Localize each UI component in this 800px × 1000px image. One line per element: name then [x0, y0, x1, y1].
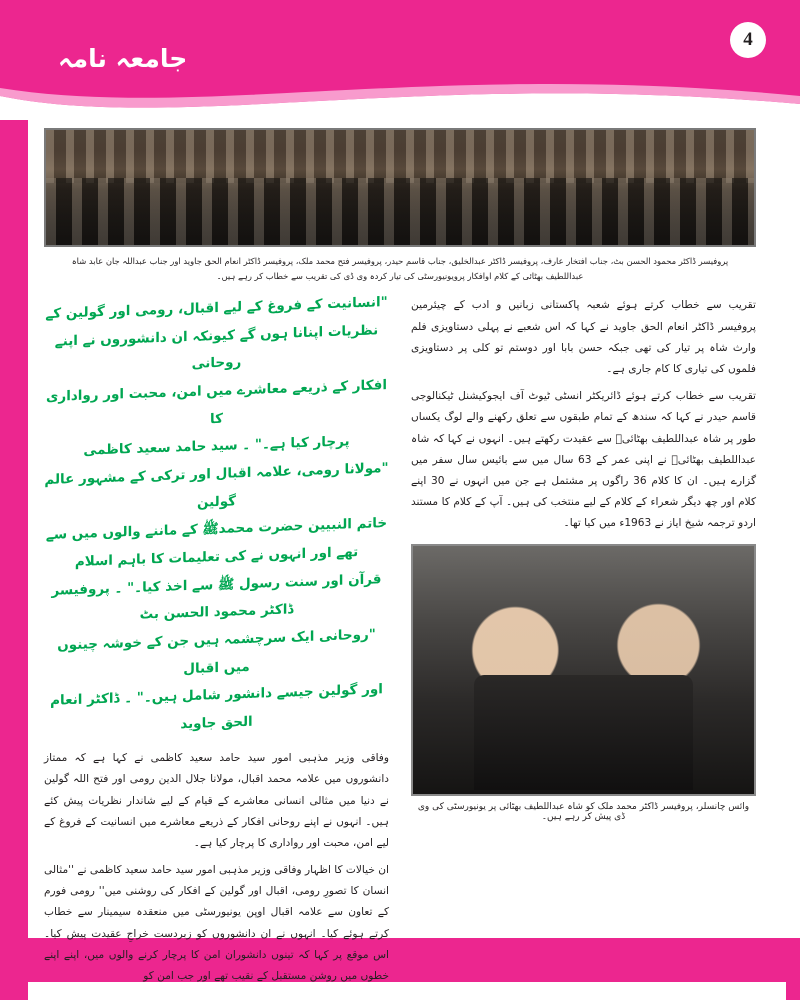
left-column-text — [44, 748, 389, 987]
quote-line: نظریات اپنانا ہوں گے کیونکہ ان دانشوروں نے اپنے روحانی — [54, 322, 379, 373]
quote-line: افکار کے ذریعے معاشرے میں امن، محبت اور رواداری کا — [46, 377, 387, 428]
left-paragraph-1: وفاقی وزیر مذہبی امور سید حامد سعید کاظمی نے کہا ہے کہ ممتاز دانشوروں میں علامہ محمد اقبال، مولانا جلال الدین رومی اور فتح اللہ گولین نے دنیا میں مثالی انسانی معاشرے کے قیام کے لیے شاندار نظریات پیش کئے ہیں۔ انہوں نے اپنے روحانی افکار کے ذریعے معاشرے میں انسانیت کے فروغ کے لیے امن، محبت اور رواداری کا پرچار کیا ہے۔ — [44, 752, 389, 849]
handshake-photo — [411, 544, 756, 796]
pull-quote-block — [44, 289, 389, 744]
handshake-photo-caption: وائس چانسلر، پروفیسر ڈاکٹر محمد ملک کو شاہ عبداللطیف بھٹائی پر یونیورسٹی کی وی ڈی پیش کر رہے ہیں۔ — [417, 802, 750, 823]
right-column-text — [411, 295, 756, 534]
quote-line: "مولانا رومی، علامہ اقبال اور ترکی کے مشہور عالم گولین — [44, 460, 389, 511]
quote-line: قرآن اور سنت رسول ﷺ سے اخذ کیا۔" ۔ پروفیسر ڈاکٹر محمود الحسن بٹ — [51, 571, 382, 624]
page-content — [44, 128, 756, 983]
right-paragraph-1: تقریب سے خطاب کرتے ہوئے شعبہ پاکستانی زبانیں و ادب کے چیئرمین پروفیسر ڈاکٹر انعام الحق جاوید نے کہا کہ اس شعبے نے پہلی دستاویزی فلم وارث شاہ پر تیار کی تھی جبکہ حسن بابا اور دوستم تو کلی پر دستاویزی فلموں کی تیاری کا کام جاری ہے۔ — [411, 299, 756, 375]
right-column — [411, 295, 756, 993]
two-column-layout — [44, 295, 756, 993]
right-paragraph-2: تقریب سے خطاب کرتے ہوئے ڈائریکٹر انسٹی ٹیوٹ آف ایجوکیشنل ٹیکنالوجی قاسم حیدر نے کہا کہ سندھ کے تمام طبقوں سے تعلق رکھنے والے لوگ یکساں طور پر شاہ عبداللطیف بھٹائیؒ سے عقیدت رکھتے ہیں۔ انہوں نے کہا کہ شاہ عبداللطیف بھٹائیؒ نے اپنی عمر کے 63 سال میں سے بائیس سال سفر میں گزارے ہیں۔ ان کا کلام 36 راگوں پر مشتمل ہے جن میں انہوں نے 30 اپنے کلام اور چھ دیگر شعراء کے کلام کے لیے منتخب کی ہیں۔ آپ کے کلام کا مستند اردو ترجمہ شیخ ایاز نے 1963ء میں کیا تھا۔ — [411, 390, 756, 530]
group-seminar-photo — [44, 128, 756, 247]
quote-line: خاتم النبیین حضرت محمدﷺ کے ماننے والوں میں سے تھے اور انہوں نے کی تعلیمات کا باہم اسلام — [45, 515, 388, 571]
masthead-title: جامعہ نامہ — [58, 44, 188, 73]
quote-line: اور گولین جیسے دانشور شامل ہیں۔" ۔ ڈاکٹر انعام الحق جاوید — [50, 682, 383, 733]
group-photo-caption: پروفیسر ڈاکٹر محمود الحسن بٹ، جناب افتخار عارف، پروفیسر ڈاکٹر عبدالخلیق، جناب قاسم حیدر، پروفیسر فتح محمد ملک، پروفیسر ڈاکٹر انعام الحق جاوید اور جناب عبداللہ جان عابد شاہ عبداللطیف بھٹائی کے کلام اوافکار پرویونیورسٹی کی تیار کردہ وی ڈی کی تقریب سے خطاب کر رہے ہیں۔ — [71, 256, 729, 281]
quote-line: "روحانی ایک سرچشمہ ہیں جن کے خوشہ چینوں میں اقبال — [57, 626, 376, 678]
quote-line: پرچار کیا ہے۔" ۔ سید حامد سعید کاظمی — [83, 434, 350, 460]
page-number: 4 — [730, 22, 766, 58]
left-decor-bar — [0, 0, 28, 1000]
left-column — [44, 295, 389, 993]
quote-line: "انسانیت کے فروغ کے لیے اقبال، رومی اور گولین کے — [45, 294, 388, 323]
left-paragraph-2: ان خیالات کا اظہار وفاقی وزیر مذہبی امور سید حامد سعید کاظمی نے ''مثالی انسان کا تصورِ رومی، اقبال اور گولین کے افکار کی روشنی میں'' رومی فورم کے تعاون سے علامہ اقبال اوپن یونیورسٹی میں منعقدہ سیمینار سے خطاب کرتے ہوئے کیا۔ انہوں نے ان دانشوروں کو زبردست خراجِ عقیدت پیش کیا۔ اس موقع پر کہا کہ تینوں دانشوران امن کا پرچار کرنے والوں میں، اپنے اپنے خطوں میں روشن مستقبل کے نقیب تھے اور جب امن کو — [44, 864, 389, 983]
